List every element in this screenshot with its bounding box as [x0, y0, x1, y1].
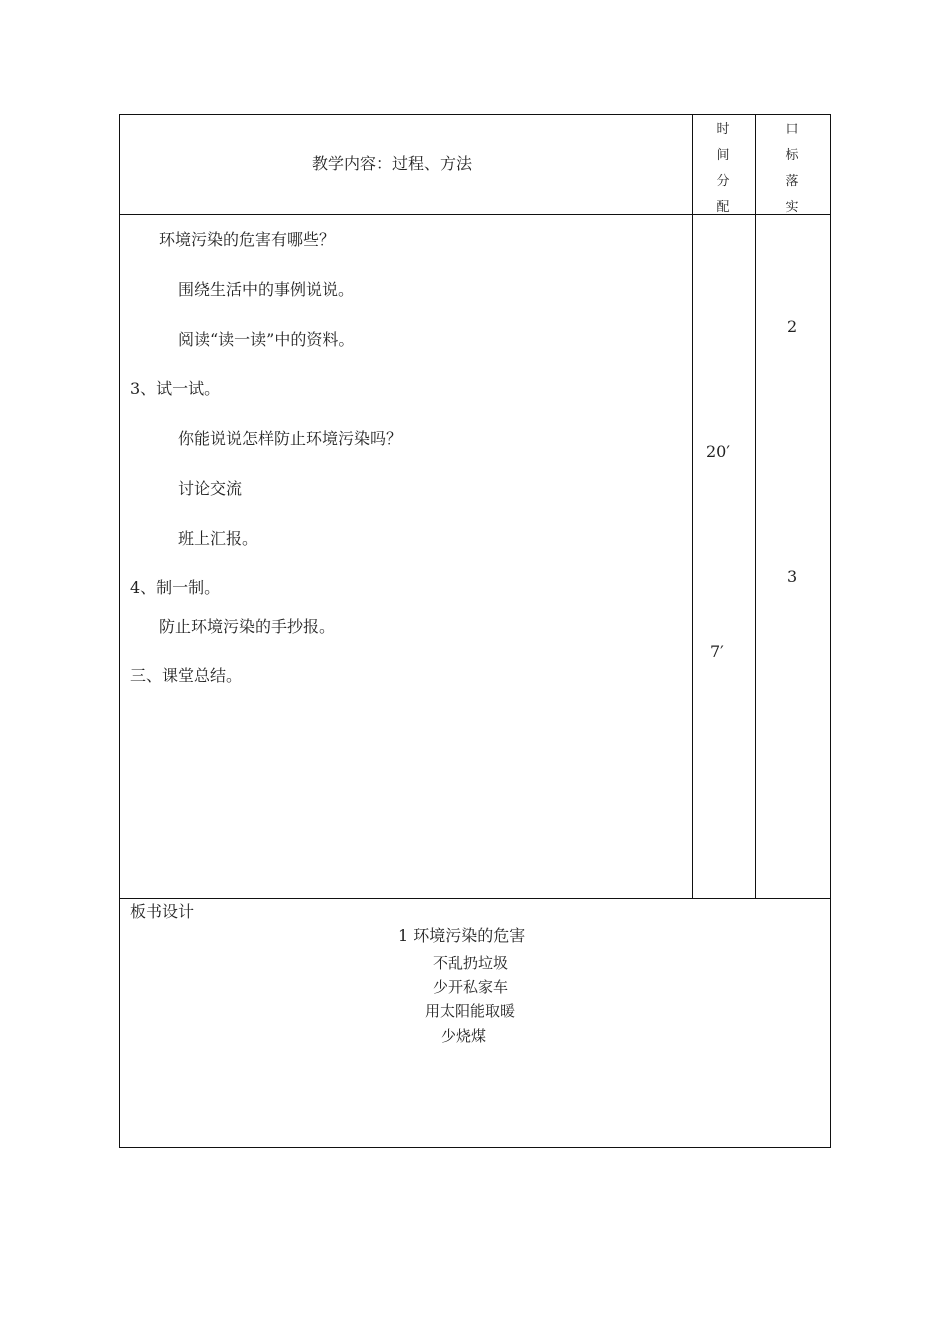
goal-header-char: 口 [785, 122, 799, 137]
content-line: 你能说说怎样防止环境污染吗？ [178, 429, 403, 448]
goal-header-char: 标 [785, 148, 799, 163]
time-value: 7′ [710, 642, 724, 661]
content-line: 环境污染的危害有哪些？ [159, 230, 336, 249]
content-line: 班上汇报。 [178, 529, 259, 548]
column-divider-goal [755, 114, 756, 899]
time-value: 20′ [706, 442, 730, 461]
board-divider [119, 898, 831, 899]
time-header-char: 间 [716, 148, 730, 163]
content-line: 3、试一试。 [130, 379, 221, 398]
content-line: 讨论交流 [178, 479, 243, 498]
content-line: 围绕生活中的事例说说。 [178, 280, 355, 299]
board-item: 不乱扔垃圾 [433, 954, 509, 972]
time-header-char: 时 [716, 122, 730, 137]
content-line: 4、制一制。 [130, 578, 221, 597]
board-item: 少烧煤 [441, 1027, 487, 1045]
time-header-char: 分 [716, 174, 730, 189]
content-line: 防止环境污染的手抄报。 [159, 617, 336, 636]
goal-header-char: 实 [785, 200, 799, 215]
board-label: 板书设计 [130, 902, 195, 921]
goal-value: 2 [787, 317, 798, 336]
content-line: 三、课堂总结。 [130, 666, 243, 685]
goal-header-char: 落 [785, 174, 799, 189]
column-divider-time [692, 114, 693, 899]
time-header-char: 配 [716, 200, 730, 215]
goal-value: 3 [787, 567, 798, 586]
content-header: 教学内容：过程、方法 [312, 154, 473, 173]
board-title: 1 环境污染的危害 [398, 926, 526, 945]
content-line: 阅读“读一读”中的资料。 [178, 330, 355, 349]
board-item: 用太阳能取暖 [425, 1002, 516, 1020]
board-item: 少开私家车 [433, 978, 509, 996]
